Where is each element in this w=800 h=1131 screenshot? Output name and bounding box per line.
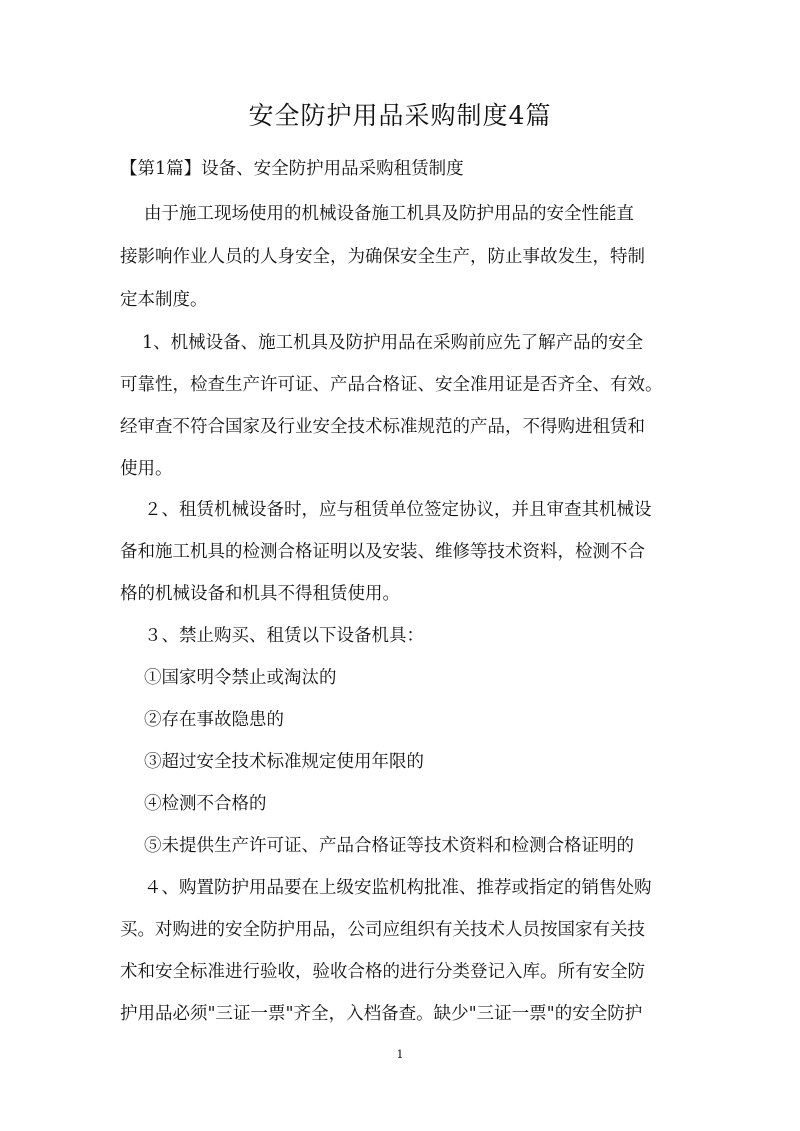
list-item: ⑤未提供生产许可证、产品合格证等技术资料和检测合格证明的 <box>144 836 634 856</box>
body-line: 接影响作业人员的人身安全，为确保安全生产，防止事故发生，特制 <box>120 247 645 267</box>
body-line: 1、机械设备、施工机具及防护用品在采购前应先了解产品的安全 <box>142 333 644 353</box>
section-heading: 【第1篇】设备、安全防护用品采购租赁制度 <box>120 159 464 179</box>
list-item: ①国家明令禁止或淘汰的 <box>144 668 337 688</box>
body-line: 经审查不符合国家及行业安全技术标准规范的产品，不得购进租赁和 <box>120 417 645 437</box>
list-item: ②存在事故隐患的 <box>144 710 284 730</box>
body-line: ３、禁止购买、租赁以下设备机具： <box>144 626 424 646</box>
page-number: 1 <box>396 1048 404 1061</box>
list-item: ④检测不合格的 <box>144 794 267 814</box>
body-line: 术和安全标准进行验收，验收合格的进行分类登记入库。所有安全防 <box>120 962 645 982</box>
body-line: 定本制度。 <box>120 290 208 310</box>
body-line: 由于施工现场使用的机械设备施工机具及防护用品的安全性能直 <box>144 204 634 224</box>
body-line: 可靠性，检查生产许可证、产品合格证、安全准用证是否齐全、有效。 <box>120 375 663 395</box>
body-line: 格的机械设备和机具不得租赁使用。 <box>120 584 400 604</box>
document-title: 安全防护用品采购制度4篇 <box>248 101 552 130</box>
body-line: 使用。 <box>120 459 173 479</box>
body-line: ２、租赁机械设备时，应与租赁单位签定协议，并且审查其机械设 <box>144 500 652 520</box>
body-line: ４、购置防护用品要在上级安监机构批准、推荐或指定的销售处购 <box>144 878 652 898</box>
body-line: 备和施工机具的检测合格证明以及安装、维修等技术资料，检测不合 <box>120 542 645 562</box>
body-line: 护用品必须"三证一票"齐全，入档备查。缺少"三证一票"的安全防护 <box>120 1004 643 1024</box>
list-item: ③超过安全技术标准规定使用年限的 <box>144 752 424 772</box>
body-line: 买。对购进的安全防护用品，公司应组织有关技术人员按国家有关技 <box>120 920 645 940</box>
